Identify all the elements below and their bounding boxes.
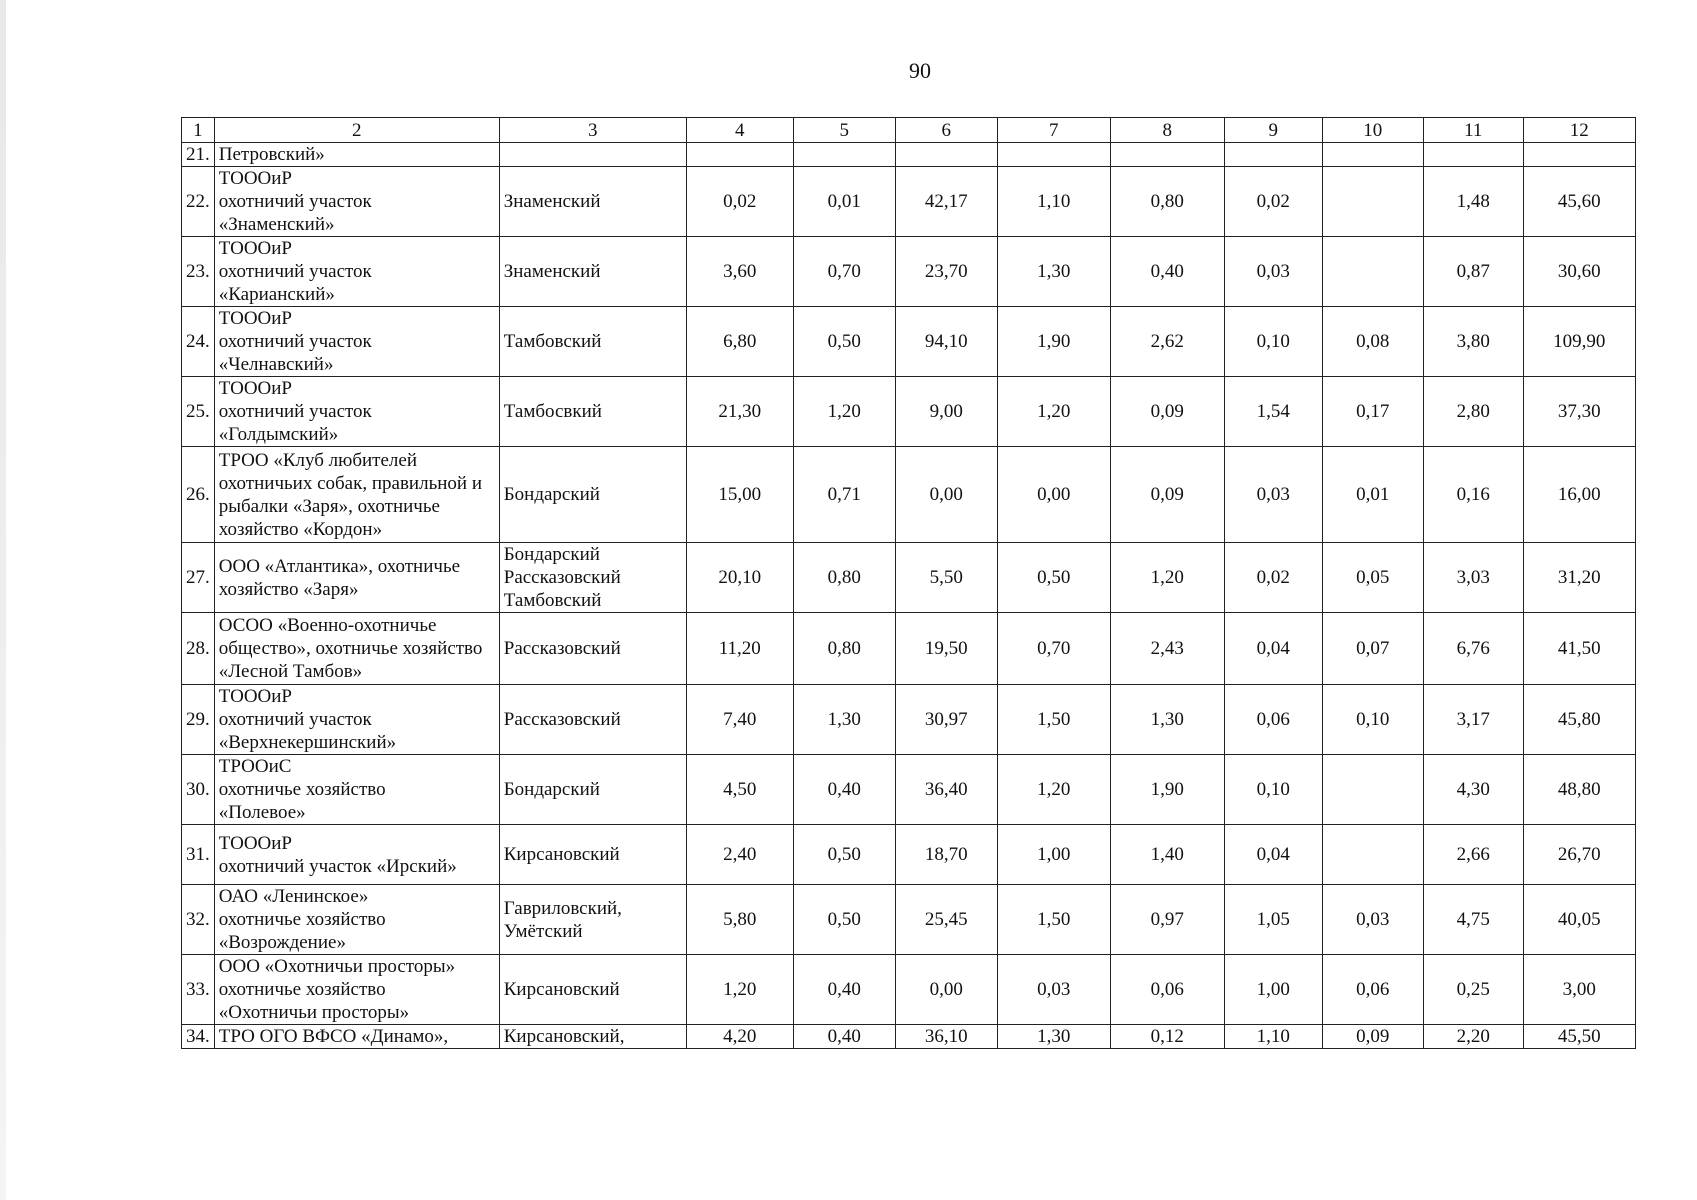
district: Тамбовский — [499, 307, 686, 377]
value-cell: 6,76 — [1423, 613, 1523, 685]
value-cell: 0,87 — [1423, 237, 1523, 307]
value-cell: 20,10 — [686, 543, 793, 613]
value-cell: 0,00 — [895, 955, 997, 1025]
value-cell: 1,20 — [997, 755, 1110, 825]
value-cell: 7,40 — [686, 685, 793, 755]
table-row — [182, 755, 1636, 825]
value-cell: 40,05 — [1523, 885, 1635, 955]
value-cell: 2,20 — [1423, 1025, 1523, 1049]
district: Знаменский — [499, 167, 686, 237]
district: Рассказовский — [499, 613, 686, 685]
value-cell: 2,62 — [1110, 307, 1224, 377]
column-header: 9 — [1224, 118, 1322, 143]
row-number: 27. — [182, 543, 215, 613]
district: Бондарский Рассказовский Тамбовский — [499, 543, 686, 613]
row-number: 29. — [182, 685, 215, 755]
row-number: 23. — [182, 237, 215, 307]
value-cell: 1,00 — [997, 825, 1110, 885]
value-cell: 109,90 — [1523, 307, 1635, 377]
value-cell: 25,45 — [895, 885, 997, 955]
organization-name: ООО «Атлантика», охотничье хозяйство «Заря» — [214, 543, 499, 613]
value-cell: 1,20 — [793, 377, 895, 447]
table-row — [182, 1025, 1636, 1049]
value-cell: 0,01 — [1322, 447, 1423, 543]
column-header: 11 — [1423, 118, 1523, 143]
value-cell: 36,40 — [895, 755, 997, 825]
value-cell: 0,02 — [686, 167, 793, 237]
value-cell: 3,17 — [1423, 685, 1523, 755]
value-cell — [1322, 237, 1423, 307]
organization-name: ООО «Охотничьи просторы» охотничье хозяйство «Охотничьи просторы» — [214, 955, 499, 1025]
district — [499, 143, 686, 167]
value-cell: 1,30 — [1110, 685, 1224, 755]
value-cell: 1,30 — [793, 685, 895, 755]
value-cell: 21,30 — [686, 377, 793, 447]
value-cell: 18,70 — [895, 825, 997, 885]
value-cell: 2,40 — [686, 825, 793, 885]
value-cell: 4,50 — [686, 755, 793, 825]
value-cell: 0,06 — [1322, 955, 1423, 1025]
value-cell — [1322, 755, 1423, 825]
value-cell: 0,50 — [997, 543, 1110, 613]
row-number: 31. — [182, 825, 215, 885]
district: Гавриловский, Умётский — [499, 885, 686, 955]
value-cell: 0,10 — [1224, 307, 1322, 377]
column-header: 6 — [895, 118, 997, 143]
district: Бондарский — [499, 447, 686, 543]
value-cell: 15,00 — [686, 447, 793, 543]
value-cell — [997, 143, 1110, 167]
value-cell: 1,40 — [1110, 825, 1224, 885]
page-number: 90 — [909, 58, 931, 83]
value-cell: 0,16 — [1423, 447, 1523, 543]
row-number: 33. — [182, 955, 215, 1025]
value-cell: 0,50 — [793, 885, 895, 955]
row-number: 30. — [182, 755, 215, 825]
district: Тамбосвкий — [499, 377, 686, 447]
value-cell: 9,00 — [895, 377, 997, 447]
table-row — [182, 613, 1636, 685]
organization-name: ТОООиР охотничий участок «Челнавский» — [214, 307, 499, 377]
value-cell: 0,40 — [793, 955, 895, 1025]
value-cell: 0,06 — [1110, 955, 1224, 1025]
organization-name: ОАО «Ленинское» охотничье хозяйство «Возрождение» — [214, 885, 499, 955]
value-cell: 0,80 — [793, 613, 895, 685]
value-cell: 0,00 — [997, 447, 1110, 543]
value-cell: 0,08 — [1322, 307, 1423, 377]
organization-name: ТОООиР охотничий участок «Верхнекершинский» — [214, 685, 499, 755]
value-cell: 30,97 — [895, 685, 997, 755]
value-cell: 4,30 — [1423, 755, 1523, 825]
table-row — [182, 167, 1636, 237]
value-cell: 4,75 — [1423, 885, 1523, 955]
row-number: 28. — [182, 613, 215, 685]
row-number: 21. — [182, 143, 215, 167]
table-row — [182, 955, 1636, 1025]
district: Рассказовский — [499, 685, 686, 755]
value-cell: 5,50 — [895, 543, 997, 613]
value-cell: 37,30 — [1523, 377, 1635, 447]
value-cell: 1,50 — [997, 885, 1110, 955]
value-cell: 1,50 — [997, 685, 1110, 755]
value-cell — [1423, 143, 1523, 167]
column-header: 12 — [1523, 118, 1635, 143]
value-cell: 0,10 — [1224, 755, 1322, 825]
value-cell: 5,80 — [686, 885, 793, 955]
value-cell: 0,40 — [793, 1025, 895, 1049]
table-row — [182, 825, 1636, 885]
organization-name: ТРО ОГО ВФСО «Динамо», — [214, 1025, 499, 1049]
value-cell: 0,04 — [1224, 825, 1322, 885]
value-cell: 3,03 — [1423, 543, 1523, 613]
organization-name: ТРООиС охотничье хозяйство «Полевое» — [214, 755, 499, 825]
table-row — [182, 685, 1636, 755]
scan-edge — [0, 0, 6, 1200]
value-cell: 1,30 — [997, 1025, 1110, 1049]
value-cell: 0,09 — [1322, 1025, 1423, 1049]
value-cell: 0,40 — [793, 755, 895, 825]
table-row — [182, 237, 1636, 307]
value-cell: 1,90 — [1110, 755, 1224, 825]
district: Кирсановский — [499, 955, 686, 1025]
value-cell: 0,17 — [1322, 377, 1423, 447]
value-cell: 0,70 — [997, 613, 1110, 685]
organization-name: ТОООиР охотничий участок «Голдымский» — [214, 377, 499, 447]
value-cell: 23,70 — [895, 237, 997, 307]
value-cell: 0,07 — [1322, 613, 1423, 685]
value-cell: 0,02 — [1224, 543, 1322, 613]
value-cell: 0,09 — [1110, 447, 1224, 543]
value-cell: 36,10 — [895, 1025, 997, 1049]
value-cell — [1322, 143, 1423, 167]
column-header: 8 — [1110, 118, 1224, 143]
value-cell: 3,80 — [1423, 307, 1523, 377]
value-cell: 0,03 — [997, 955, 1110, 1025]
value-cell — [1224, 143, 1322, 167]
value-cell: 1,10 — [997, 167, 1110, 237]
table-row — [182, 377, 1636, 447]
value-cell: 4,20 — [686, 1025, 793, 1049]
value-cell: 0,06 — [1224, 685, 1322, 755]
district: Знаменский — [499, 237, 686, 307]
value-cell: 1,20 — [1110, 543, 1224, 613]
value-cell: 19,50 — [895, 613, 997, 685]
column-header: 4 — [686, 118, 793, 143]
organization-name: Петровский» — [214, 143, 499, 167]
row-number: 24. — [182, 307, 215, 377]
value-cell: 0,12 — [1110, 1025, 1224, 1049]
value-cell: 31,20 — [1523, 543, 1635, 613]
value-cell: 3,60 — [686, 237, 793, 307]
value-cell: 30,60 — [1523, 237, 1635, 307]
value-cell: 1,54 — [1224, 377, 1322, 447]
value-cell: 48,80 — [1523, 755, 1635, 825]
value-cell: 0,25 — [1423, 955, 1523, 1025]
value-cell: 0,80 — [793, 543, 895, 613]
value-cell: 2,43 — [1110, 613, 1224, 685]
organization-name: ТОООиР охотничий участок «Карианский» — [214, 237, 499, 307]
value-cell: 1,00 — [1224, 955, 1322, 1025]
value-cell: 0,50 — [793, 825, 895, 885]
organization-name: ТРОО «Клуб любителей охотничьих собак, правильной и рыбалки «Заря», охотничье хозяйство «Кордон» — [214, 447, 499, 543]
district: Кирсановский, — [499, 1025, 686, 1049]
value-cell: 16,00 — [1523, 447, 1635, 543]
value-cell — [1110, 143, 1224, 167]
row-number: 34. — [182, 1025, 215, 1049]
organization-name: ТОООиР охотничий участок «Знаменский» — [214, 167, 499, 237]
value-cell: 45,60 — [1523, 167, 1635, 237]
value-cell: 0,70 — [793, 237, 895, 307]
district: Бондарский — [499, 755, 686, 825]
value-cell: 0,00 — [895, 447, 997, 543]
value-cell — [1322, 167, 1423, 237]
value-cell — [686, 143, 793, 167]
value-cell: 11,20 — [686, 613, 793, 685]
value-cell — [1523, 143, 1635, 167]
value-cell: 0,50 — [793, 307, 895, 377]
value-cell: 1,20 — [686, 955, 793, 1025]
district: Кирсановский — [499, 825, 686, 885]
row-number: 25. — [182, 377, 215, 447]
value-cell: 2,80 — [1423, 377, 1523, 447]
value-cell: 6,80 — [686, 307, 793, 377]
column-header: 5 — [793, 118, 895, 143]
value-cell — [895, 143, 997, 167]
value-cell: 0,10 — [1322, 685, 1423, 755]
value-cell: 0,03 — [1224, 237, 1322, 307]
value-cell: 0,04 — [1224, 613, 1322, 685]
value-cell: 26,70 — [1523, 825, 1635, 885]
value-cell: 41,50 — [1523, 613, 1635, 685]
column-header: 10 — [1322, 118, 1423, 143]
value-cell: 0,80 — [1110, 167, 1224, 237]
value-cell: 45,80 — [1523, 685, 1635, 755]
value-cell: 0,71 — [793, 447, 895, 543]
table-row — [182, 307, 1636, 377]
value-cell: 1,10 — [1224, 1025, 1322, 1049]
value-cell: 1,30 — [997, 237, 1110, 307]
value-cell: 0,97 — [1110, 885, 1224, 955]
value-cell: 1,90 — [997, 307, 1110, 377]
value-cell: 0,02 — [1224, 167, 1322, 237]
row-number: 26. — [182, 447, 215, 543]
table-row — [182, 447, 1636, 543]
table-row — [182, 143, 1636, 167]
value-cell: 2,66 — [1423, 825, 1523, 885]
value-cell: 0,01 — [793, 167, 895, 237]
organization-name: ОСОО «Военно-охотничье общество», охотничье хозяйство «Лесной Тамбов» — [214, 613, 499, 685]
value-cell: 3,00 — [1523, 955, 1635, 1025]
value-cell: 94,10 — [895, 307, 997, 377]
hunting-grounds-table — [181, 117, 1636, 1049]
table-body — [182, 143, 1636, 1049]
table-row — [182, 543, 1636, 613]
value-cell: 1,05 — [1224, 885, 1322, 955]
value-cell: 42,17 — [895, 167, 997, 237]
value-cell: 0,09 — [1110, 377, 1224, 447]
header-row — [182, 118, 1636, 143]
organization-name: ТОООиР охотничий участок «Ирский» — [214, 825, 499, 885]
column-header: 2 — [214, 118, 499, 143]
row-number: 22. — [182, 167, 215, 237]
column-header: 3 — [499, 118, 686, 143]
value-cell — [1322, 825, 1423, 885]
value-cell: 0,03 — [1322, 885, 1423, 955]
value-cell: 45,50 — [1523, 1025, 1635, 1049]
value-cell: 0,40 — [1110, 237, 1224, 307]
row-number: 32. — [182, 885, 215, 955]
value-cell: 1,20 — [997, 377, 1110, 447]
value-cell — [793, 143, 895, 167]
column-header: 7 — [997, 118, 1110, 143]
value-cell: 0,03 — [1224, 447, 1322, 543]
table-row — [182, 885, 1636, 955]
value-cell: 1,48 — [1423, 167, 1523, 237]
column-header: 1 — [182, 118, 215, 143]
value-cell: 0,05 — [1322, 543, 1423, 613]
